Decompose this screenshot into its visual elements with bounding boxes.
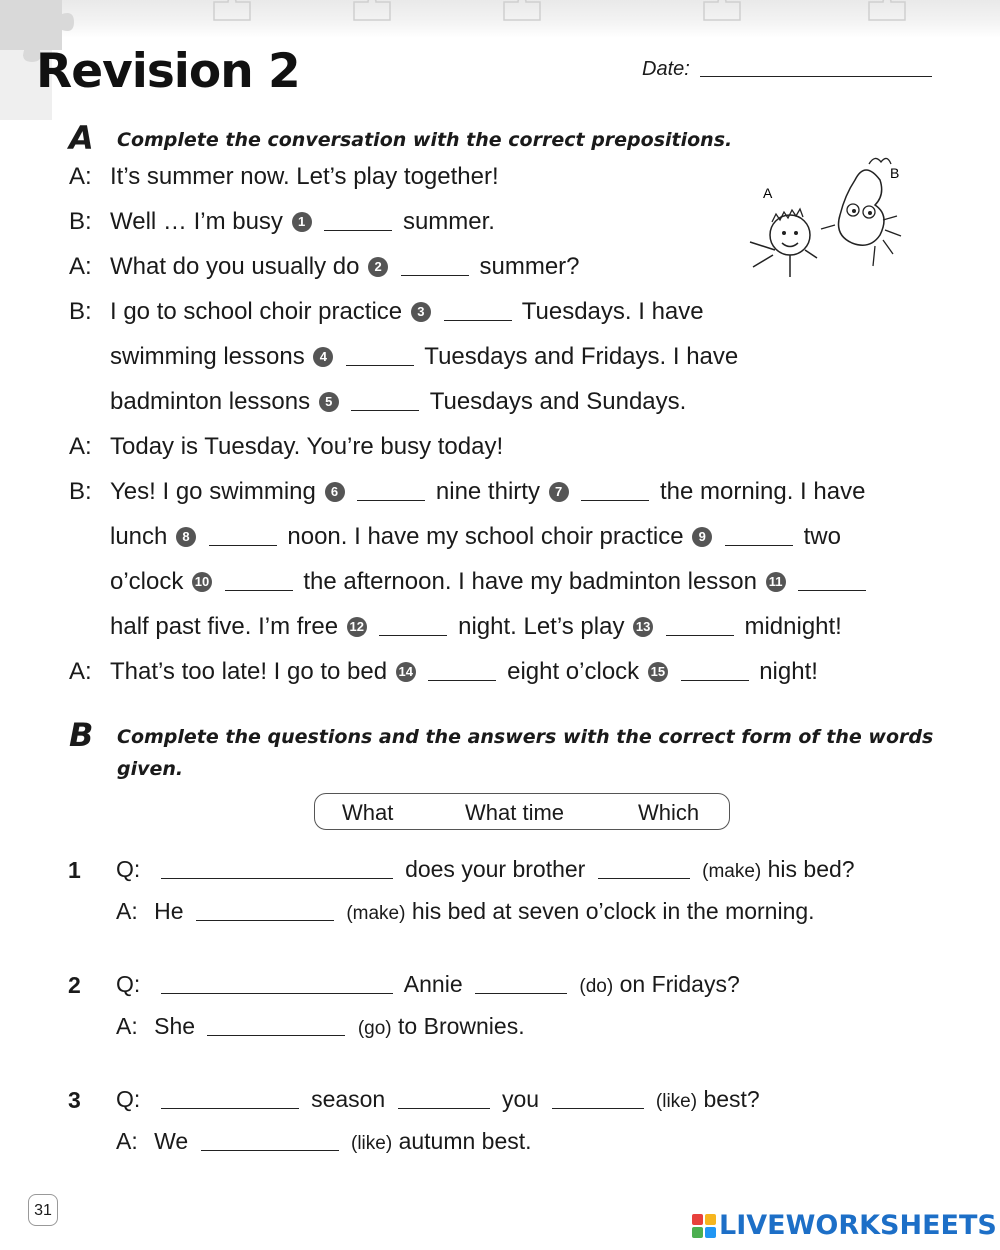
answer-blank-3[interactable] (444, 320, 512, 321)
question-number-badge: 7 (549, 482, 569, 502)
dialogue-text: lunch (110, 523, 168, 550)
answer-line-1 (116, 898, 815, 925)
verb-hint: (make) (346, 903, 406, 924)
puzzle-piece-icon (210, 0, 254, 24)
answer-blank[interactable] (161, 878, 393, 879)
dialogue-text: summer? (479, 253, 580, 280)
question-line-3 (116, 1086, 760, 1113)
answer-text: We (154, 1128, 189, 1154)
dialogue-text: nine thirty (435, 478, 540, 505)
question-text: his bed? (767, 856, 855, 882)
dialogue-text: noon. I have my school choir practice (287, 523, 684, 550)
dialogue-line-3 (110, 253, 580, 281)
dialogue-text: half past five. I’m free (110, 613, 339, 640)
dialogue-line-5 (110, 343, 738, 371)
question-number-badge: 2 (368, 257, 388, 277)
section-b-letter: B (69, 716, 94, 754)
dialogue-line-4 (110, 298, 704, 326)
dialogue-text: Tuesdays and Sundays. (429, 388, 687, 415)
answer-text: autumn best. (398, 1128, 532, 1154)
answer-blank-15[interactable] (681, 680, 749, 681)
answer-blank-5[interactable] (351, 410, 419, 411)
dialogue-text: two (803, 523, 841, 550)
answer-blank[interactable] (161, 993, 393, 994)
question-text: Annie (403, 971, 463, 997)
dialogue-line-6 (110, 388, 686, 416)
speaker-label: B: (69, 478, 92, 505)
item-number: 3 (68, 1087, 81, 1113)
answer-line-3 (116, 1128, 532, 1155)
q-label: Q: (116, 856, 141, 882)
dialogue-text: the morning. I have (659, 478, 866, 505)
illustration-label-a: A (763, 185, 773, 201)
answer-blank-1[interactable] (324, 230, 392, 231)
dialogue-text: the afternoon. I have my badminton lesson (303, 568, 757, 595)
a-label: A: (116, 1128, 138, 1154)
liveworksheets-logo-icon (692, 1214, 716, 1238)
answer-text: He (154, 898, 184, 924)
item-number: 1 (68, 857, 81, 883)
dialogue-line-2 (110, 208, 495, 236)
speaker-label: B: (69, 298, 92, 325)
dialogue-line-9 (110, 523, 841, 551)
answer-blank-9[interactable] (725, 545, 793, 546)
answer-blank-8[interactable] (209, 545, 277, 546)
verb-hint: (make) (702, 861, 762, 882)
dialogue-text: midnight! (744, 613, 842, 640)
dialogue-text: Tuesdays and Fridays. I have (424, 343, 739, 370)
page-title: Revision 2 (36, 44, 300, 99)
answer-text: to Brownies. (398, 1013, 525, 1039)
question-number-badge: 12 (347, 617, 367, 637)
liveworksheets-brand[interactable] (692, 1210, 997, 1241)
word-option: Which (638, 800, 700, 825)
kids-illustration (735, 150, 920, 280)
answer-blank[interactable] (161, 1108, 299, 1109)
answer-blank[interactable] (398, 1108, 490, 1109)
dialogue-text: It’s summer now. Let’s play together! (110, 163, 499, 190)
word-box (314, 793, 730, 830)
answer-blank[interactable] (196, 920, 334, 921)
section-b-instruction-cont: given. (117, 758, 184, 780)
verb-hint: (like) (351, 1133, 393, 1154)
question-text: does your brother (405, 856, 586, 882)
word-option: What (342, 800, 394, 825)
verb-hint: (do) (579, 976, 614, 997)
question-text: best? (703, 1086, 760, 1112)
dialogue-text: night. Let’s play (458, 613, 625, 640)
puzzle-piece-icon (865, 0, 909, 24)
q-label: Q: (116, 1086, 141, 1112)
answer-text: She (154, 1013, 196, 1039)
speaker-label: A: (69, 163, 92, 190)
answer-blank-12[interactable] (379, 635, 447, 636)
date-input-line[interactable] (700, 76, 932, 77)
question-number-badge: 8 (176, 527, 196, 547)
question-line-1 (116, 856, 855, 883)
dialogue-line-1 (110, 163, 499, 191)
dialogue-line-12 (110, 658, 818, 686)
dialogue-line-10 (110, 568, 870, 596)
answer-blank-11[interactable] (798, 590, 866, 591)
dialogue-line-8 (110, 478, 865, 506)
dialogue-text: That’s too late! I go to bed (110, 658, 388, 685)
dialogue-text: summer. (402, 208, 495, 235)
question-number-badge: 5 (319, 392, 339, 412)
section-a-letter: A (69, 119, 94, 157)
speaker-label: A: (69, 658, 92, 685)
answer-blank-4[interactable] (346, 365, 414, 366)
dialogue-text: Yes! I go swimming (110, 478, 316, 505)
question-line-2 (116, 971, 740, 998)
dialogue-text: swimming lessons (110, 343, 305, 370)
answer-blank[interactable] (598, 878, 690, 879)
question-number-badge: 6 (325, 482, 345, 502)
answer-blank-6[interactable] (357, 500, 425, 501)
dialogue-text: I go to school choir practice (110, 298, 403, 325)
dialogue-line-11 (110, 613, 842, 641)
a-label: A: (116, 898, 138, 924)
question-number-badge: 3 (411, 302, 431, 322)
answer-blank[interactable] (552, 1108, 644, 1109)
dialogue-text: Tuesdays. I have (521, 298, 704, 325)
puzzle-piece-icon (350, 0, 394, 24)
illustration-label-b: B (890, 165, 900, 181)
answer-blank-10[interactable] (225, 590, 293, 591)
answer-line-2 (116, 1013, 525, 1040)
date-label: Date: (642, 58, 690, 80)
dialogue-text: o’clock (110, 568, 184, 595)
puzzle-piece-icon (700, 0, 744, 24)
question-number-badge: 11 (766, 572, 786, 592)
section-a-instruction: Complete the conversation with the correct prepositions. (117, 129, 733, 151)
answer-blank[interactable] (201, 1150, 339, 1151)
word-option: What time (465, 800, 565, 825)
q-label: Q: (116, 971, 141, 997)
question-number-badge: 10 (192, 572, 212, 592)
question-number-badge: 15 (648, 662, 668, 682)
answer-text: his bed at seven o’clock in the morning. (411, 898, 815, 924)
speaker-label: A: (69, 253, 92, 280)
answer-blank-13[interactable] (666, 635, 734, 636)
question-number-badge: 13 (633, 617, 653, 637)
question-text: on Fridays? (619, 971, 740, 997)
speaker-label: A: (69, 433, 92, 460)
dialogue-text: What do you usually do (110, 253, 360, 280)
dialogue-text: eight o’clock (507, 658, 640, 685)
item-number: 2 (68, 972, 81, 998)
question-text: you (502, 1086, 540, 1112)
answer-blank-14[interactable] (428, 680, 496, 681)
dialogue-text: badminton lessons (110, 388, 311, 415)
answer-blank[interactable] (475, 993, 567, 994)
verb-hint: (like) (655, 1091, 698, 1112)
question-text: season (311, 1086, 386, 1112)
page-number: 31 (28, 1194, 58, 1226)
question-number-badge: 14 (396, 662, 416, 682)
puzzle-piece-icon (500, 0, 544, 24)
question-number-badge: 1 (292, 212, 312, 232)
answer-blank-2[interactable] (401, 275, 469, 276)
dialogue-text: Today is Tuesday. You’re busy today! (110, 433, 504, 460)
dialogue-text: Well … I’m busy (110, 208, 283, 235)
brand-name: LIVEWORKSHEETS (719, 1210, 997, 1241)
a-label: A: (116, 1013, 138, 1039)
verb-hint: (go) (357, 1018, 392, 1039)
question-number-badge: 9 (692, 527, 712, 547)
answer-blank-7[interactable] (581, 500, 649, 501)
dialogue-line-7 (110, 433, 503, 461)
speaker-label: B: (69, 208, 92, 235)
answer-blank[interactable] (207, 1035, 345, 1036)
question-number-badge: 4 (313, 347, 333, 367)
dialogue-text: night! (759, 658, 818, 685)
section-b-instruction: Complete the questions and the answers with the correct form of the words (117, 726, 934, 748)
